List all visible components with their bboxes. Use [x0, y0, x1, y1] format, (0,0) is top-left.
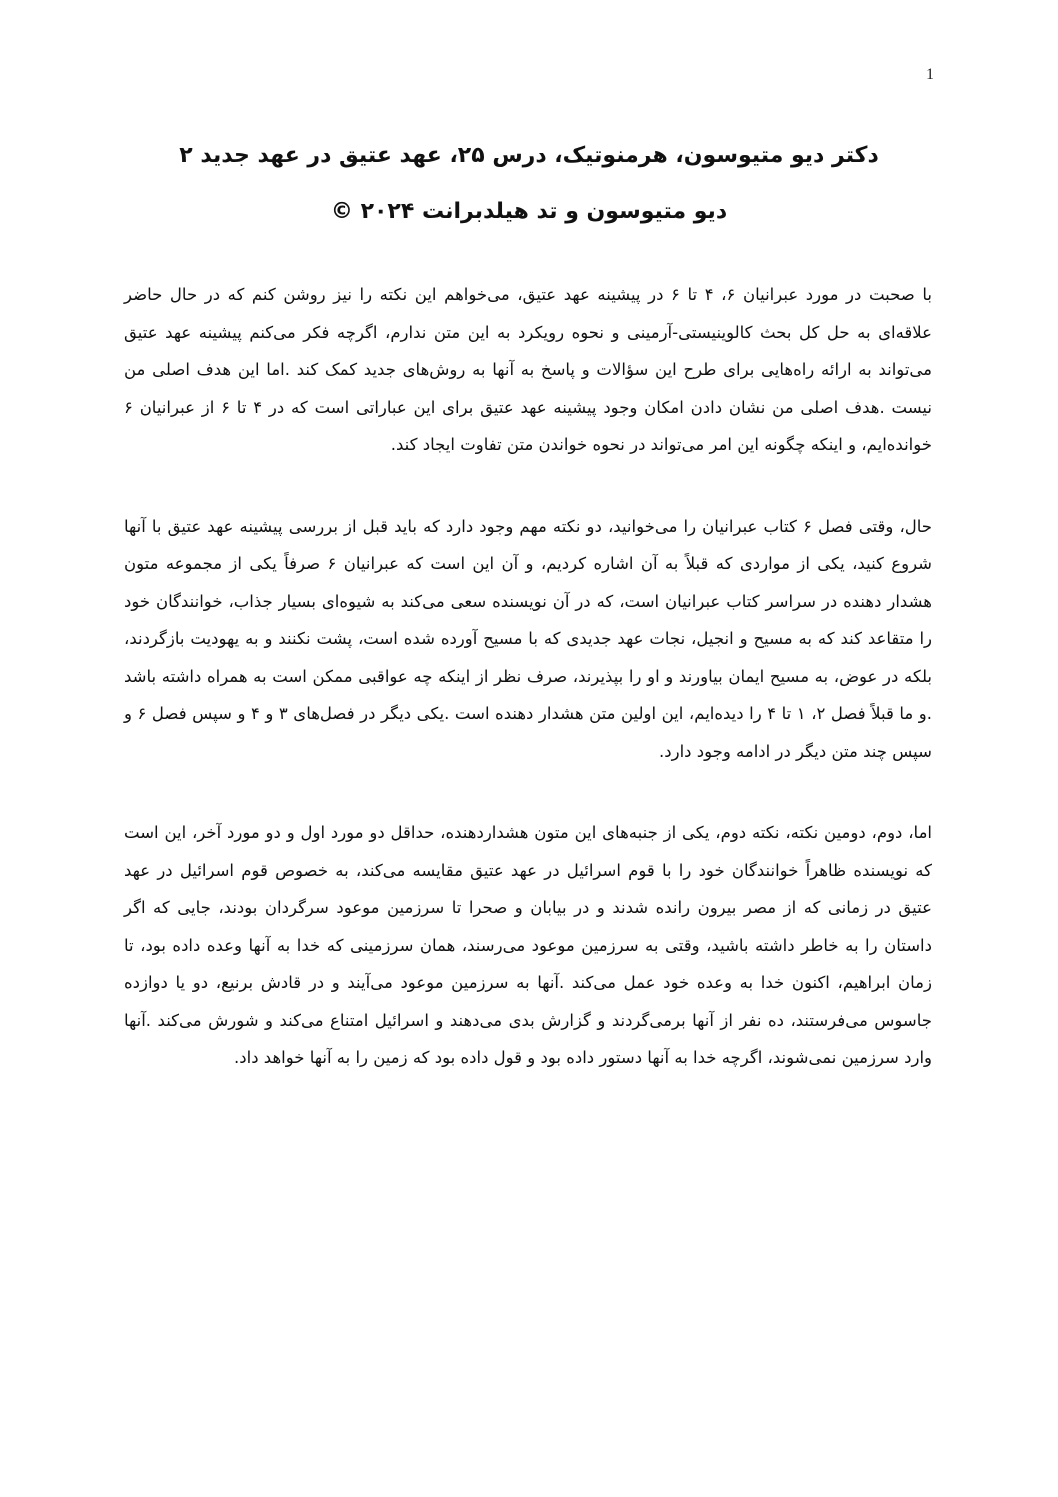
- document-body: [124, 276, 932, 1121]
- document-authors-copyright: دیو متیوسون و تد هیلدبرانت ۲۰۲۴ ©: [330, 199, 728, 224]
- page-number: 1: [926, 66, 934, 83]
- document-header: [120, 128, 938, 240]
- body-paragraph: با صحبت در مورد عبرانیان ۶، ۴ تا ۶ در پیشینه عهد عتیق، می‌خواهم این نکته را نیز روشن کنم که در حال حاضر علاقه‌ای به حل کل بحث کالوینیستی-آرمینی و نحوه رویکرد به این متن ندارم، اگرچه فکر می‌کنم پیشینه عهد عتیق می‌تواند به ارائه راه‌هایی برای طرح این سؤالات و پاسخ به آنها به روش‌های جدید کمک کند .اما این هدف اصلی من نیست .هدف اصلی من نشان دادن امکان وجود پیشینه عهد عتیق برای این عباراتی است که در ۴ تا ۶ از عبرانیان ۶ خوانده‌ایم، و اینکه چگونه این امر می‌تواند در نحوه خواندن متن تفاوت ایجاد کند.: [124, 285, 933, 454]
- body-paragraph: اما، دوم، دومین نکته، نکته دوم، یکی از جنبه‌های این متون هشداردهنده، حداقل دو مورد اول و دو مورد آخر، این است که نویسنده ظاهراً خوانندگان خود را با قوم اسرائیل در عهد عتیق مقایسه می‌کند، به خصوص قوم اسرائیل در عهد عتیق در زمانی که از مصر بیرون رانده شدند و در بیابان و صحرا تا سرزمین موعود سرگردان بودند، جایی که اگر داستان را به خاطر داشته باشید، وقتی به سرزمین موعود می‌رسند، همان سرزمینی که خدا به آنها وعده داده بود، تا زمان ابراهیم، اکنون خدا به وعده خود عمل می‌کند .آنها به سرزمین موعود می‌آیند و در قادش برنیع، دو یا دوازده جاسوس می‌فرستند، ده نفر از آنها برمی‌گردند و گزارش بدی می‌دهند و اسرائیل امتناع می‌کند و شورش می‌کند .آنها وارد سرزمین نمی‌شوند، اگرچه خدا به آنها دستور داده بود و قول داده بود که زمین را به آنها خواهد داد.: [124, 823, 932, 1067]
- document-title: دکتر دیو متیوسون، هرمنوتیک، درس ۲۵، عهد عتیق در عهد جدید ۲: [179, 143, 879, 168]
- body-paragraph: حال، وقتی فصل ۶ کتاب عبرانیان را می‌خوانید، دو نکته مهم وجود دارد که باید قبل از بررسی پیشینه عهد عتیق با آنها شروع کنید، یکی از مواردی که قبلاً به آن اشاره کردیم، و آن این است که عبرانیان ۶ صرفاً یکی از مجموعه متون هشدار دهنده در سراسر کتاب عبرانیان است، که در آن نویسنده سعی می‌کند به شیوه‌ای بسیار جذاب، خوانندگان خود را متقاعد کند که به مسیح و انجیل، نجات عهد جدیدی که با مسیح آورده شده است، پشت نکنند و به یهودیت بازگردند، بلکه در عوض، به مسیح ایمان بیاورند و او را بپذیرند، صرف نظر از اینکه چه عواقبی ممکن است به همراه داشته باشد .و ما قبلاً فصل ۲، ۱ تا ۴ را دیده‌ایم، این اولین متن هشدار دهنده است .یکی دیگر در فصل‌های ۳ و ۴ و سپس فصل ۶ و سپس چند متن دیگر در ادامه وجود دارد.: [124, 516, 933, 761]
